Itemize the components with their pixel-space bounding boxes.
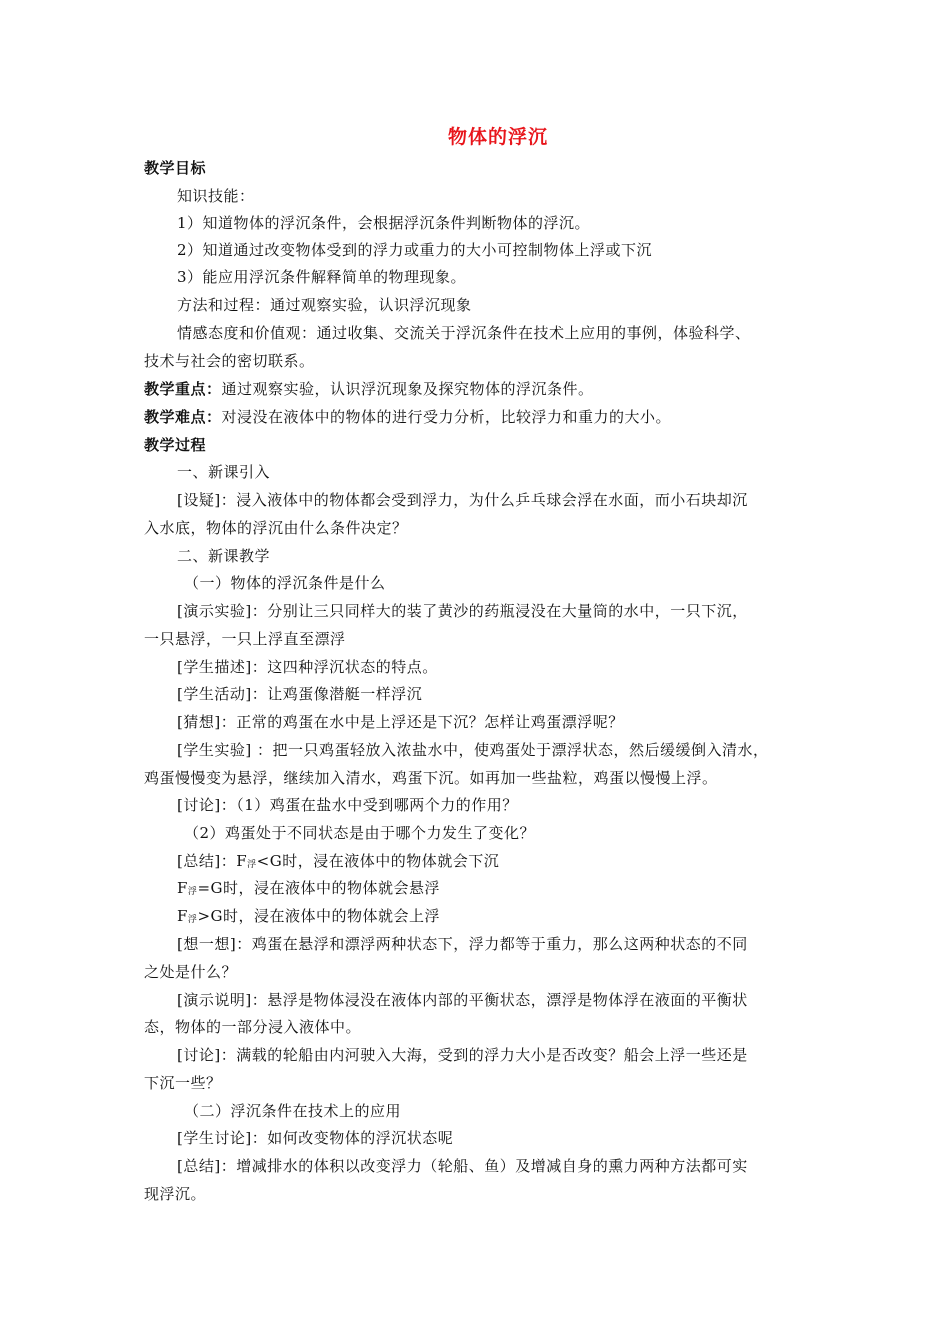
section-1-heading: （一）物体的浮沉条件是什么 [184, 574, 386, 592]
summary-rise-text: >G时，浸在液体中的物体就会上浮 [197, 907, 440, 925]
key-point-label: 教学重点： [144, 380, 222, 398]
knowledge-item-2: 2）知道通过改变物体受到的浮力或重力的大小可控制物体上浮或下沉 [177, 241, 653, 259]
demo-text-2: 一只悬浮，一只上浮直至漂浮 [144, 630, 346, 648]
intro-question-2: 入水底，物体的浮沉由什么条件决定？ [144, 519, 408, 537]
page-title: 物体的浮沉 [447, 126, 548, 148]
student-describe: [学生描述]：这四种浮沉状态的特点。 [177, 658, 438, 676]
discussion-3-2: 下沉一些？ [144, 1074, 222, 1092]
summary-sink [177, 851, 857, 875]
student-activity: [学生活动]：让鸡蛋像潜艇一样浮沉 [177, 685, 423, 703]
new-lesson-heading: 二、新课教学 [177, 547, 271, 565]
student-discussion: [学生讨论]：如何改变物体的浮沉状态呢 [177, 1129, 454, 1147]
summary-rise [177, 906, 857, 930]
difficulty-label: 教学难点： [144, 408, 222, 426]
explain-text-2: 态，物体的一部分浸入液体中。 [144, 1018, 362, 1036]
knowledge-item-3: 3）能应用浮沉条件解释简单的物理现象。 [177, 268, 467, 286]
discussion-3-1: [讨论]：满载的轮船由内河驶入大海，受到的浮力大小是否改变？船会上浮一些还是 [177, 1046, 748, 1064]
buoyancy-subscript: 浮 [187, 887, 198, 897]
emotion-text-1: 情感态度和价值观：通过收集、交流关于浮沉条件在技术上应用的事例，体验科学、 [177, 324, 751, 342]
demo-text-1: [演示实验]：分别让三只同样大的装了黄沙的药瓶浸没在大量筒的水中，一只下沉， [177, 602, 748, 620]
difficulty-text: 对浸没在液体中的物体的进行受力分析，比较浮力和重力的大小。 [221, 408, 672, 426]
emotion-text-2: 技术与社会的密切联系。 [144, 352, 315, 370]
difficulty [144, 407, 824, 427]
final-summary-2: 现浮沉。 [144, 1185, 207, 1203]
explain-text-1: [演示说明]：悬浮是物体浸没在液体内部的平衡状态，漂浮是物体浮在液面的平衡状 [177, 991, 748, 1009]
discussion-2: （2）鸡蛋处于不同状态是由于哪个力发生了变化？ [184, 824, 536, 842]
knowledge-item-1: 1）知道物体的浮沉条件，会根据浮沉条件判断物体的浮沉。 [177, 214, 591, 232]
think-text-1: [想一想]：鸡蛋在悬浮和漂浮两种状态下，浮力都等于重力，那么这两种状态的不同 [177, 935, 748, 953]
intro-heading: 一、新课引入 [177, 463, 271, 481]
intro-question-1: [设疑]：浸入液体中的物体都会受到浮力，为什么乒乓球会浮在水面，而小石块却沉 [177, 491, 748, 509]
guess-text: [猜想]：正常的鸡蛋在水中是上浮还是下沉？怎样让鸡蛋漂浮呢？ [177, 713, 624, 731]
buoyancy-subscript: 浮 [187, 915, 198, 925]
section-2-heading: （二）浮沉条件在技术上的应用 [184, 1102, 402, 1120]
method-text: 方法和过程：通过观察实验，认识浮沉现象 [177, 296, 472, 314]
process-heading: 教学过程 [144, 436, 207, 454]
force-letter: F [177, 907, 188, 925]
experiment-text-1: [学生实验] ：把一只鸡蛋轻放入浓盐水中，使鸡蛋处于漂浮状态，然后缓缓倒入清水， [177, 741, 769, 759]
experiment-text-2: 鸡蛋慢慢变为悬浮，继续加入清水，鸡蛋下沉。如再加一些盐粒，鸡蛋以慢慢上浮。 [144, 769, 718, 787]
key-point [144, 379, 824, 399]
summary-sink-text: <G时，浸在液体中的物体就会下沉 [256, 852, 500, 870]
think-text-2: 之处是什么？ [144, 963, 238, 981]
final-summary-1: [总结]：增减排水的体积以改变浮力（轮船、鱼）及增减自身的熏力两种方法都可实 [177, 1157, 748, 1175]
knowledge-label: 知识技能： [177, 187, 255, 205]
summary-prefix: [总结]：F [177, 852, 248, 870]
summary-suspend [177, 878, 857, 902]
teaching-goals-heading: 教学目标 [144, 159, 207, 177]
key-point-text: 通过观察实验，认识浮沉现象及探究物体的浮沉条件。 [221, 380, 594, 398]
discussion-1: [讨论]：（1）鸡蛋在盐水中受到哪两个力的作用？ [177, 796, 518, 814]
force-letter: F [177, 879, 188, 897]
buoyancy-subscript: 浮 [247, 860, 257, 870]
summary-suspend-text: =G时，浸在液体中的物体就会悬浮 [197, 879, 440, 897]
